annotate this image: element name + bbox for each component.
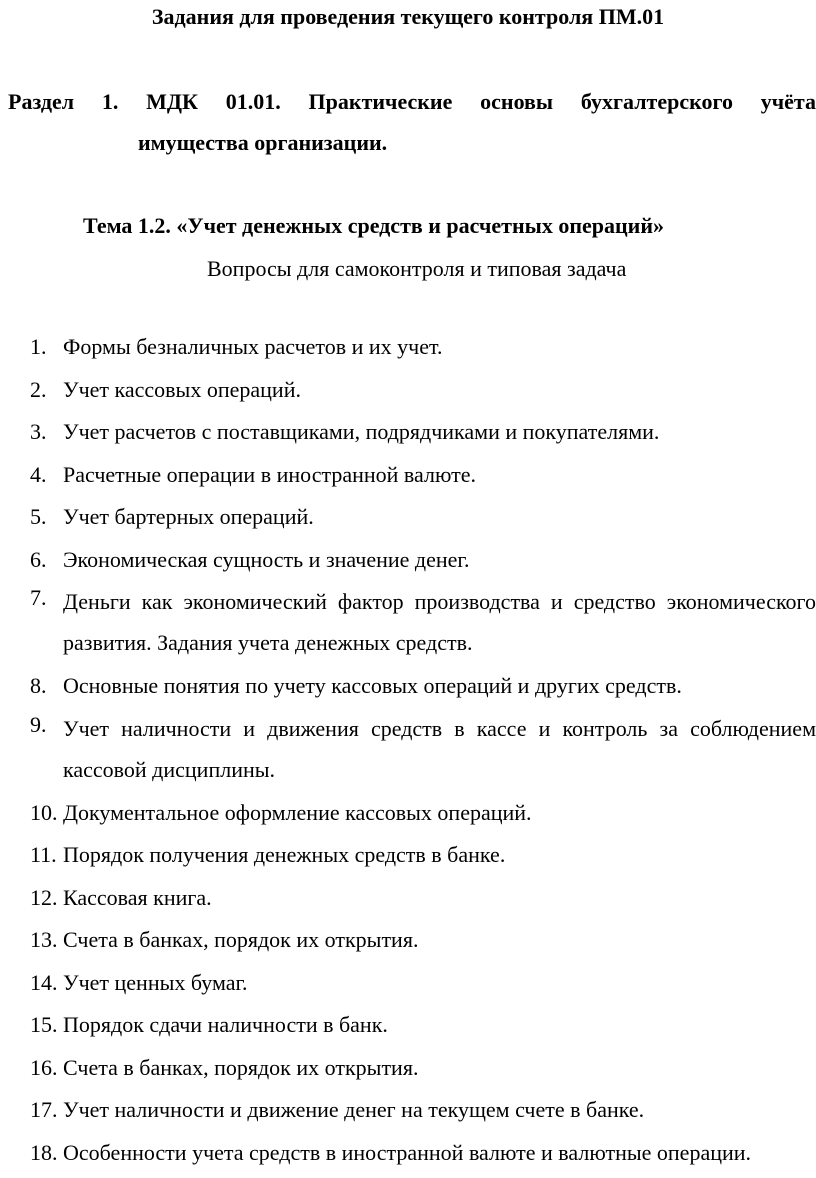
list-item-text: Расчетные операции в иностранной валюте. [63, 461, 476, 487]
section-word: 1. [101, 89, 119, 114]
list-item [30, 415, 816, 448]
list-item-number: 9. [30, 711, 47, 737]
section-heading-line [8, 85, 816, 119]
document-title: Задания для проведения текущего контроля ПМ.01 [151, 4, 665, 29]
section-heading-continuation: имущества организации. [138, 130, 388, 155]
list-item-number: 7. [30, 585, 47, 610]
list-item [30, 1136, 816, 1169]
list-item [30, 543, 816, 576]
list-item-number: 4. [30, 461, 47, 487]
list-item-text: Порядок сдачи наличности в банк. [63, 1012, 388, 1037]
list-item [30, 458, 816, 491]
list-item [30, 1093, 816, 1126]
section-word: основы [480, 89, 554, 114]
list-item-text: Учет наличности и движение денег на текущем счете в банке. [63, 1097, 645, 1122]
list-item-number: 10. [30, 799, 58, 825]
list-item-number: 1. [30, 334, 47, 359]
list-item [30, 500, 816, 533]
list-item-text: Счета в банках, порядок их открытия. [63, 927, 419, 952]
list-item [30, 669, 816, 702]
list-item [30, 838, 816, 871]
list-item-number: 8. [30, 673, 47, 698]
list-item-number: 18. [30, 1139, 58, 1165]
list-item-text: Основные понятия по учету кассовых операций и других средств. [63, 673, 682, 698]
list-item [30, 966, 816, 999]
list-item-text: Экономическая сущность и значение денег. [63, 546, 470, 572]
list-item-text: Учет наличности и движения средств в кассе и контроль за соблюдением кассовой дисциплины. [63, 715, 816, 782]
list-item-text: Документальное оформление кассовых операций. [63, 799, 532, 825]
list-item-text: Деньги как экономический фактор производства и средство экономического развития. Задания учета денежных средств. [63, 589, 816, 655]
list-item-number: 17. [30, 1097, 58, 1122]
list-item-number: 14. [30, 969, 58, 995]
section-word: бухгалтерского [580, 89, 733, 114]
section-word: Практические [308, 89, 453, 114]
section-word: МДК [146, 89, 199, 114]
list-item-text: Учет кассовых операций. [63, 376, 301, 402]
list-item-text: Учет ценных бумаг. [63, 969, 248, 995]
list-item-number: 13. [30, 927, 58, 952]
list-item [30, 796, 816, 829]
list-item [30, 1008, 816, 1041]
section-word: 01.01. [225, 89, 281, 114]
list-item-number: 15. [30, 1012, 58, 1037]
section-heading [8, 85, 816, 160]
section-word: учёта [760, 89, 816, 114]
list-item-text: Счета в банках, порядок их открытия. [63, 1054, 419, 1080]
list-item-text: Формы безналичных расчетов и их учет. [63, 334, 443, 359]
subtitle: Вопросы для самоконтроля и типовая задача [207, 256, 627, 281]
questions-list [30, 330, 816, 1178]
list-item-number: 12. [30, 884, 58, 910]
section-word: Раздел [8, 89, 75, 114]
list-item-number: 3. [30, 419, 47, 444]
list-item-text: Порядок получения денежных средств в банке. [63, 842, 506, 867]
list-item [30, 881, 816, 914]
list-item-text: Особенности учета средств в иностранной валюте и валютные операции. [63, 1139, 752, 1165]
list-item [30, 373, 816, 406]
list-item-number: 6. [30, 546, 47, 572]
list-item [30, 708, 816, 790]
list-item-number: 11. [30, 842, 57, 867]
list-item-number: 5. [30, 504, 47, 529]
list-item-text: Кассовая книга. [63, 884, 212, 910]
list-item [30, 923, 816, 956]
list-item-text: Учет расчетов с поставщиками, подрядчиками и покупателями. [63, 419, 660, 444]
list-item-text: Учет бартерных операций. [63, 504, 314, 529]
list-item-number: 2. [30, 376, 47, 402]
list-item [30, 330, 816, 363]
topic-heading: Тема 1.2. «Учет денежных средств и расчетных операций» [83, 213, 665, 238]
list-item [30, 581, 816, 663]
list-item [30, 1051, 816, 1084]
list-item-number: 16. [30, 1054, 58, 1080]
